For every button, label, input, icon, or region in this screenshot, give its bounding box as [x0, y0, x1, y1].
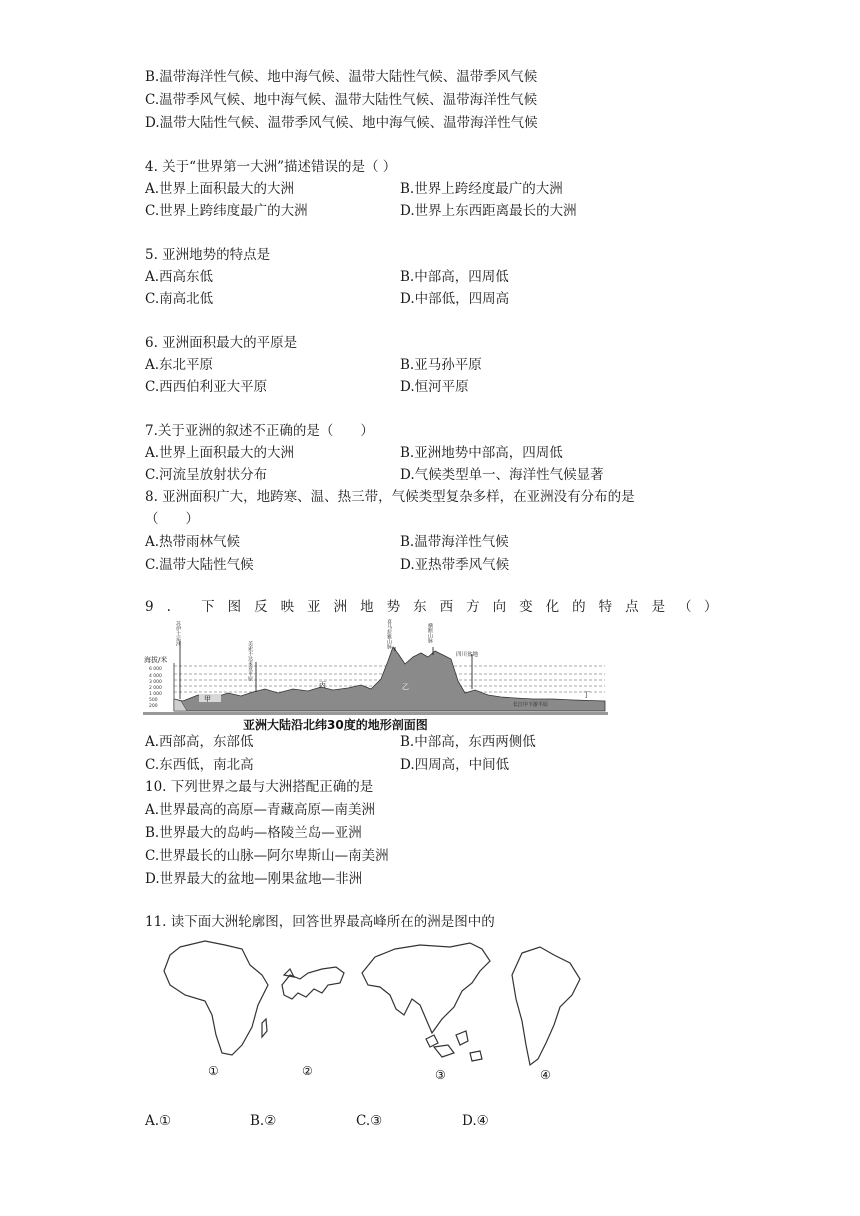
profile-label-jia: 甲: [204, 695, 211, 703]
terrain-profile-figure: [143, 619, 608, 733]
q4-option-b: B.世界上跨经度最广的大洲: [400, 181, 563, 197]
q4-option-c: C.世界上跨纬度最广的大洲: [145, 203, 308, 219]
q11-option-b: B.②: [250, 1113, 277, 1129]
q9-stem-end: ）: [704, 599, 718, 615]
q7-stem: 7.关于亚洲的叙述不正确的是（ ）: [145, 423, 374, 439]
label-mesopotamia: 美索不达米亚平原: [247, 641, 253, 681]
q6-option-a: A.东北平原: [145, 357, 214, 373]
mark-3: ③: [435, 1068, 446, 1082]
q3-option-c: C.温带季风气候、地中海气候、温带大陆性气候、温带海洋性气候: [145, 92, 538, 108]
q10-option-c: C.世界最长的山脉—阿尔卑斯山—南美洲: [145, 848, 389, 864]
q7-option-b: B.亚洲地势中部高，四周低: [400, 445, 563, 461]
mark-4: ④: [540, 1068, 551, 1082]
profile-label-bing: 丙: [319, 681, 326, 689]
asia-outline: [362, 943, 490, 1033]
q6-stem: 6. 亚洲面积最大的平原是: [145, 335, 298, 351]
q8-option-a: A.热带雨林气候: [145, 534, 241, 550]
south-america-outline: [512, 947, 580, 1065]
continent-outlines-figure: [150, 935, 590, 1085]
q11-stem: 11. 读下面大洲轮廓图，回答世界最高峰所在的洲是图中的: [145, 914, 495, 930]
q5-option-c: C.南高北低: [145, 291, 214, 307]
label-sichuan: 四川盆地: [456, 652, 479, 658]
q9-option-a: A.西部高，东部低: [145, 734, 254, 750]
tick-label: 4 000: [149, 674, 162, 679]
figure-ylabel: 海拔/米: [144, 656, 168, 664]
profile-label-yi: 乙: [402, 683, 409, 691]
tick-label: 3 000: [149, 680, 162, 685]
q10-option-d: D.世界最大的盆地—刚果盆地—非洲: [145, 871, 363, 887]
q7-option-d: D.气候类型单一、海洋性气候显著: [400, 467, 604, 483]
q6-option-d: D.恒河平原: [400, 379, 469, 395]
q4-stem: 4. 关于“世界第一大洲”描述错误的是（ ）: [145, 159, 397, 175]
label-hengduan: 横断山脉: [427, 623, 433, 643]
q5-option-b: B.中部高，四周低: [400, 269, 509, 285]
q11-option-a: A.①: [145, 1113, 172, 1129]
profile-label-ding: 丁: [583, 691, 590, 699]
label-suez: 苏伊士运河: [175, 621, 181, 646]
q11-option-c: C.③: [356, 1113, 383, 1129]
label-himalaya: 喜马拉雅山脉: [386, 619, 392, 649]
q9-stem: 9. 下图反映亚洲地势东西方向变化的特点是（: [145, 599, 705, 615]
q5-option-d: D.中部低，四周高: [400, 291, 510, 307]
africa-outline: [164, 941, 268, 1055]
tick-label: 6 000: [149, 667, 162, 672]
q9-option-d: D.四周高，中间低: [400, 757, 510, 773]
q7-option-c: C.河流呈放射状分布: [145, 467, 268, 483]
tick-label: 200: [149, 704, 158, 709]
tick-label: 1 000: [149, 692, 162, 697]
label-yangtze-plain: 长江中下游平原: [513, 702, 549, 708]
q7-option-a: A.世界上面积最大的大洲: [145, 445, 295, 461]
q10-option-b: B.世界最大的岛屿—格陵兰岛—亚洲: [145, 825, 362, 841]
q6-option-b: B.亚马孙平原: [400, 357, 482, 373]
mark-1: ①: [208, 1064, 219, 1078]
q8-stem: 8. 亚洲面积广大，地跨寒、温、热三带，气候类型复杂多样，在亚洲没有分布的是: [145, 489, 635, 505]
q8-option-b: B.温带海洋性气候: [400, 534, 509, 550]
q6-option-c: C.西西伯利亚大平原: [145, 379, 268, 395]
q5-stem: 5. 亚洲地势的特点是: [145, 247, 271, 263]
q3-option-d: D.温带大陆性气候、温带季风气候、地中海气候、温带海洋性气候: [145, 115, 538, 131]
q11-option-d: D.④: [462, 1113, 489, 1129]
q9-option-b: B.中部高，东西两侧低: [400, 734, 536, 750]
mark-2: ②: [302, 1064, 313, 1078]
q4-option-d: D.世界上东西距离最长的大洲: [400, 203, 577, 219]
q9-option-c: C.东西低，南北高: [145, 757, 254, 773]
q4-option-a: A.世界上面积最大的大洲: [145, 181, 295, 197]
q8-option-c: C.温带大陆性气候: [145, 557, 254, 573]
q5-option-a: A.西高东低: [145, 269, 214, 285]
q3-option-b: B.温带海洋性气候、地中海气候、温带大陆性气候、温带季风气候: [145, 69, 538, 85]
q10-option-a: A.世界最高的高原—青藏高原—南美洲: [145, 802, 376, 818]
tick-label: 2 000: [149, 686, 162, 691]
q8-option-d: D.亚热带季风气候: [400, 557, 510, 573]
figure-caption: 亚洲大陆沿北纬30度的地形剖面图: [243, 718, 428, 732]
q8-stem-blank: （ ）: [145, 511, 199, 527]
tick-label: 500: [149, 698, 158, 703]
q10-stem: 10. 下列世界之最与大洲搭配正确的是: [145, 779, 374, 795]
